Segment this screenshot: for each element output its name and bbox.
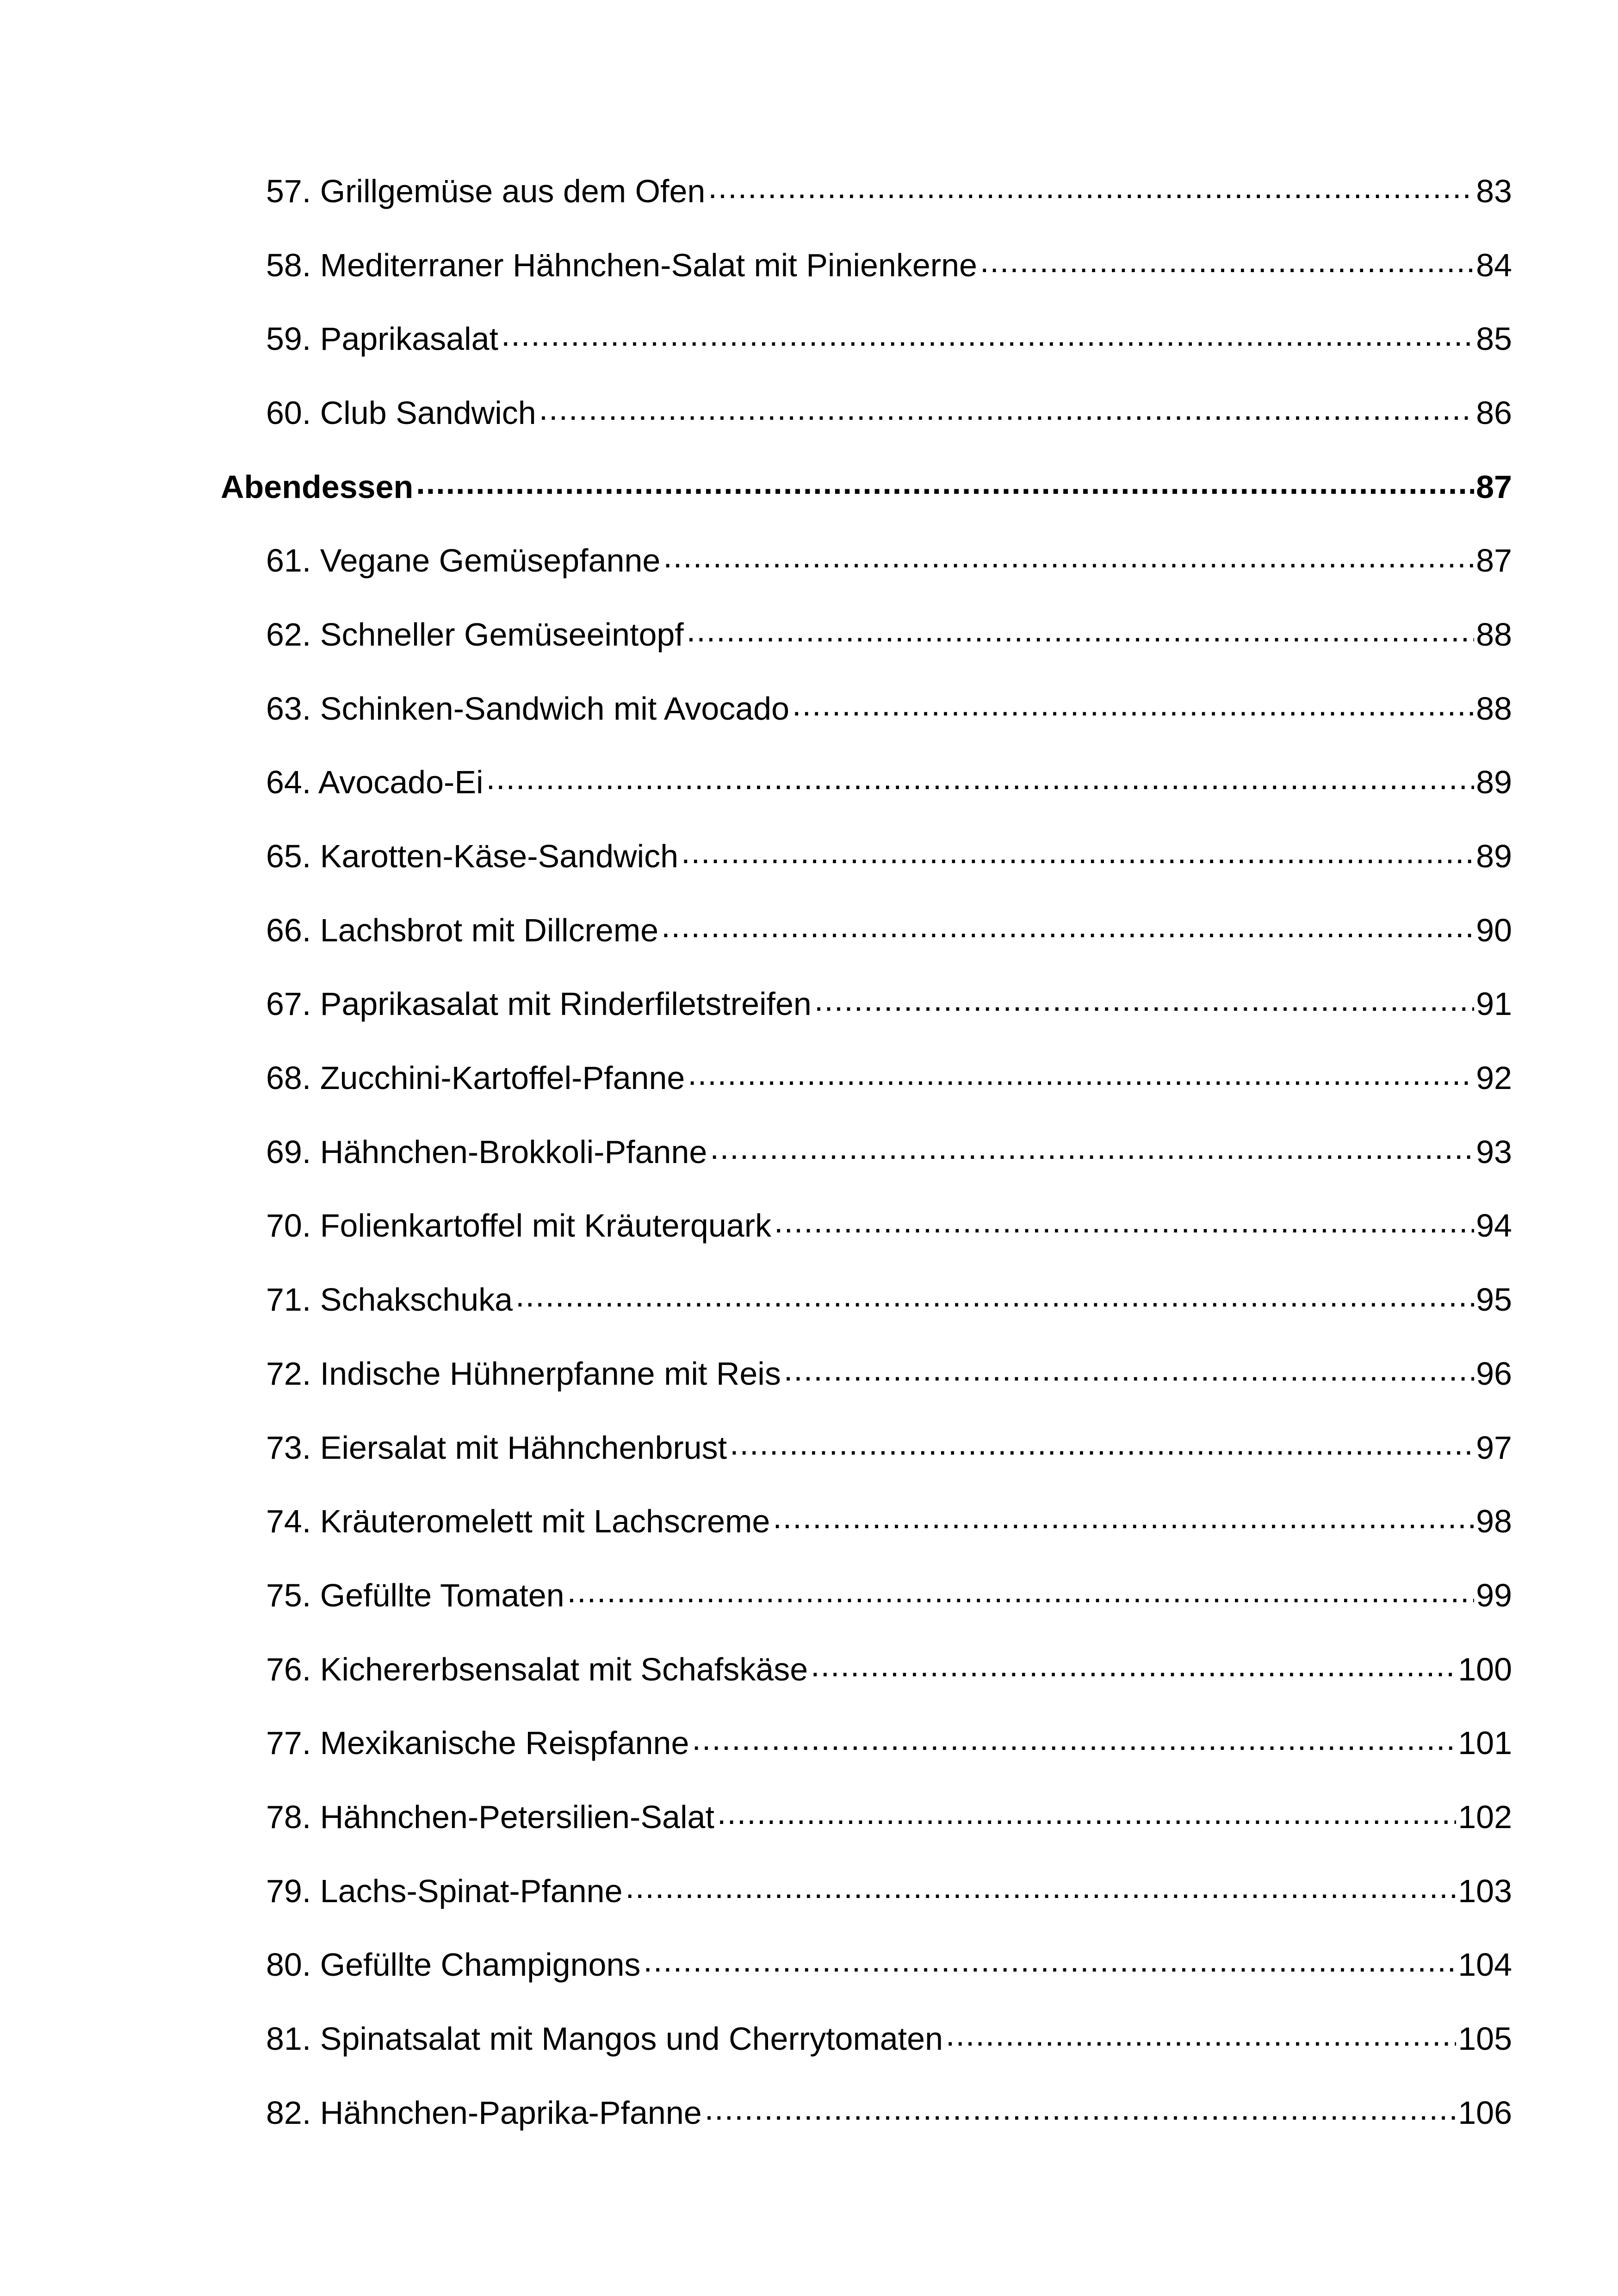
toc-entry-title: 62. Schneller Gemüseeintopf [266, 616, 684, 653]
dot-leader [708, 175, 1474, 207]
toc-entry-page: 101 [1456, 1724, 1512, 1761]
dot-leader [814, 988, 1474, 1020]
toc-entry [221, 967, 1512, 1041]
toc-entry-page: 89 [1474, 764, 1512, 801]
toc-entry-page: 92 [1474, 1059, 1512, 1096]
dot-leader [643, 1948, 1456, 1981]
toc-entry-page: 90 [1474, 912, 1512, 949]
toc-entry [221, 376, 1512, 450]
toc-entry-page: 103 [1456, 1873, 1512, 1910]
dot-leader [661, 914, 1474, 946]
toc-entry [221, 302, 1512, 376]
dot-leader [784, 1357, 1474, 1390]
table-of-contents [221, 154, 1512, 2150]
dot-leader [980, 249, 1474, 281]
toc-entry-title: 75. Gefüllte Tomaten [266, 1577, 564, 1613]
toc-entry-page: 98 [1474, 1503, 1512, 1540]
toc-entry-page: 91 [1474, 985, 1512, 1022]
toc-entry-page: 85 [1474, 320, 1512, 357]
toc-entry-page: 87 [1474, 542, 1512, 579]
toc-entry-page: 84 [1474, 247, 1512, 284]
dot-leader [539, 397, 1474, 429]
toc-entry [221, 1558, 1512, 1632]
toc-entry-page: 94 [1474, 1207, 1512, 1244]
dot-leader [773, 1505, 1474, 1537]
dot-leader [710, 1136, 1474, 1168]
toc-entry-title: 61. Vegane Gemüsepfanne [266, 542, 661, 579]
toc-entry [221, 893, 1512, 967]
toc-entry-title: 58. Mediterraner Hähnchen-Salat mit Pinienkerne [266, 247, 977, 283]
toc-entry-title: 65. Karotten-Käse-Sandwich [266, 838, 679, 875]
toc-entry-title: 69. Hähnchen-Brokkoli-Pfanne [266, 1133, 707, 1170]
toc-entry [221, 1484, 1512, 1558]
toc-entry-title: 68. Zucchini-Kartoffel-Pfanne [266, 1060, 685, 1096]
toc-entry-page: 106 [1456, 2094, 1512, 2131]
toc-entry-title: 60. Club Sandwich [266, 394, 536, 431]
toc-entry [221, 1041, 1512, 1115]
dot-leader [717, 1801, 1456, 1833]
toc-entry [221, 1115, 1512, 1189]
toc-entry-title: 74. Kräuteromelett mit Lachscreme [266, 1503, 770, 1540]
dot-leader [663, 544, 1474, 577]
dot-leader [416, 471, 1474, 503]
toc-entry-title: 57. Grillgemüse aus dem Ofen [266, 173, 706, 209]
toc-entry [221, 1632, 1512, 1706]
toc-entry [221, 746, 1512, 820]
toc-entry-page: 83 [1474, 173, 1512, 210]
toc-entry-title: 72. Indische Hühnerpfanne mit Reis [266, 1355, 781, 1392]
toc-entry-page: 105 [1456, 2020, 1512, 2057]
toc-entry-title: Abendessen [221, 468, 414, 505]
toc-entry-title: 64. Avocado-Ei [266, 764, 484, 801]
toc-entry-page: 88 [1474, 616, 1512, 653]
dot-leader [626, 1875, 1457, 1907]
toc-entry-page: 96 [1474, 1355, 1512, 1392]
toc-entry-page: 95 [1474, 1281, 1512, 1318]
toc-entry [221, 1411, 1512, 1485]
toc-entry-title: 81. Spinatsalat mit Mangos und Cherrytomaten [266, 2021, 943, 2057]
toc-entry-title: 71. Schakschuka [266, 1282, 513, 1318]
toc-entry [221, 672, 1512, 746]
toc-entry-page: 88 [1474, 690, 1512, 727]
dot-leader [567, 1579, 1474, 1612]
toc-entry-title: 70. Folienkartoffel mit Kräuterquark [266, 1207, 772, 1244]
toc-entry-page: 99 [1474, 1577, 1512, 1614]
toc-entry-page: 87 [1474, 468, 1512, 505]
toc-entry-page: 104 [1456, 1946, 1512, 1983]
toc-entry-title: 77. Mexikanische Reispfanne [266, 1725, 689, 1761]
toc-entry [221, 819, 1512, 893]
toc-entry-title: 82. Hähnchen-Paprika-Pfanne [266, 2094, 702, 2131]
dot-leader [692, 1727, 1456, 1759]
toc-entry-title: 80. Gefüllte Champignons [266, 1947, 641, 1983]
toc-entry [221, 1337, 1512, 1411]
toc-entry [221, 1706, 1512, 1780]
toc-entry-title: 79. Lachs-Spinat-Pfanne [266, 1873, 623, 1909]
toc-entry-page: 102 [1456, 1798, 1512, 1836]
toc-entry-title: 59. Paprikasalat [266, 321, 498, 357]
dot-leader [486, 766, 1475, 798]
toc-entry [221, 2002, 1512, 2076]
toc-entry [221, 2076, 1512, 2150]
toc-entry-title: 67. Paprikasalat mit Rinderfiletstreifen [266, 986, 812, 1022]
toc-entry [221, 1854, 1512, 1928]
toc-entry [221, 523, 1512, 597]
dot-leader [687, 618, 1474, 651]
toc-entry-page: 97 [1474, 1429, 1512, 1466]
toc-entry-title: 76. Kichererbsensalat mit Schafskäse [266, 1651, 808, 1687]
dot-leader [705, 2097, 1456, 2129]
dot-leader [688, 1062, 1474, 1094]
toc-entry [221, 1189, 1512, 1263]
toc-entry-title: 63. Schinken-Sandwich mit Avocado [266, 690, 790, 727]
dot-leader [774, 1209, 1474, 1242]
toc-entry-page: 89 [1474, 838, 1512, 875]
toc-entry [221, 1928, 1512, 2002]
dot-leader [946, 2022, 1456, 2055]
dot-leader [501, 323, 1474, 355]
toc-entry [221, 228, 1512, 302]
toc-entry-title: 73. Eiersalat mit Hähnchenbrust [266, 1429, 727, 1466]
toc-entry-page: 100 [1456, 1651, 1512, 1688]
toc-entry-title: 66. Lachsbrot mit Dillcreme [266, 912, 659, 948]
dot-leader [730, 1431, 1474, 1464]
toc-entry-title: 78. Hähnchen-Petersilien-Salat [266, 1798, 714, 1835]
toc-entry [221, 597, 1512, 672]
dot-leader [681, 840, 1474, 872]
toc-entry-page: 86 [1474, 394, 1512, 431]
dot-leader [515, 1283, 1474, 1316]
toc-section-heading [221, 450, 1512, 524]
toc-entry [221, 1263, 1512, 1337]
toc-entry-page: 93 [1474, 1133, 1512, 1170]
dot-leader [792, 692, 1474, 725]
dot-leader [811, 1653, 1456, 1686]
toc-entry [221, 154, 1512, 228]
toc-entry [221, 1780, 1512, 1854]
